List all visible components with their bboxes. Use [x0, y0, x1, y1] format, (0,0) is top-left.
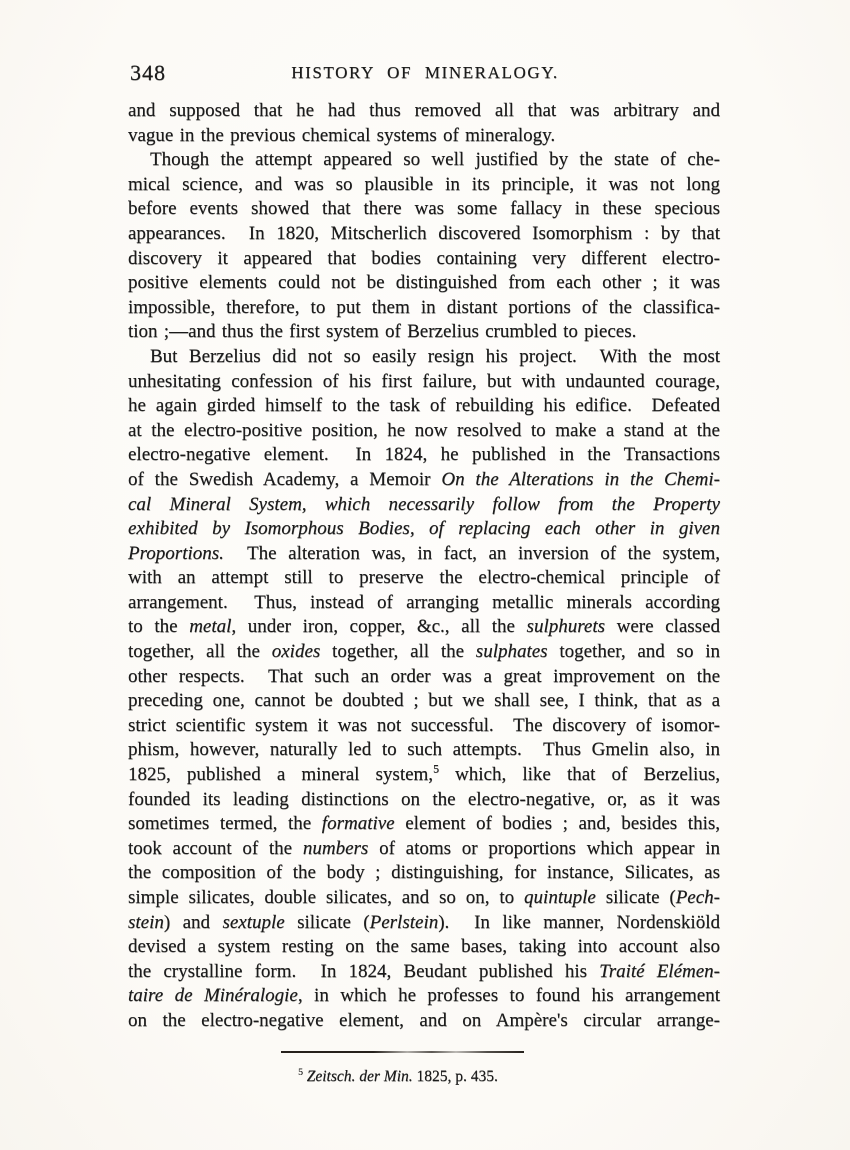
text-run: sulphates: [475, 641, 548, 663]
text-run: metal: [189, 616, 232, 638]
running-header: HISTORY OF MINERALOGY.: [291, 63, 559, 82]
text-run: together, all the: [320, 641, 476, 663]
text-run: on the electro-negative element, and on Ampère's circular arrange-: [128, 1009, 720, 1031]
text-line: [128, 542, 720, 567]
text-run: Perlstein: [369, 911, 439, 933]
text-run: But Berzelius did not so easily resign his project. With the most: [150, 345, 720, 367]
text-run: , in which he professes to found his arrangement: [297, 985, 720, 1007]
text-run: silicate (: [595, 887, 676, 908]
text-line: [128, 1009, 720, 1034]
text-run: sextuple: [222, 911, 285, 933]
text-line: [128, 665, 720, 690]
footnote-marker: 5: [298, 1066, 303, 1078]
text-line: [128, 566, 720, 591]
text-run: simple silicates, double silicates, and so on, to: [128, 887, 525, 908]
text-run: , under iron, copper, &c., all the: [231, 616, 527, 638]
text-line: [128, 738, 720, 763]
text-run: unhesitating confession of his first failure, but with undaunted courage,: [128, 370, 720, 392]
footnote-divider: [281, 1051, 524, 1053]
text-run: strict scientific system it was not successful. The discovery of isomor-: [128, 714, 720, 736]
text-run: silicate (: [284, 911, 370, 933]
body-text: [128, 99, 720, 1034]
text-run: mical science, and was so plausible in its principle, it was not long: [128, 173, 720, 195]
text-run: Pech-: [675, 887, 721, 908]
text-line: [128, 591, 720, 616]
text-line: [128, 911, 720, 936]
text-run: founded its leading distinctions on the electro-negative, or, as it was: [128, 788, 720, 810]
text-line: [128, 714, 720, 739]
text-line: [128, 394, 720, 419]
footnote-marker: 5: [433, 762, 439, 776]
text-run: preceding one, cannot be doubted ; but we shall see, I think, that as a: [128, 690, 720, 712]
text-run: the composition of the body ; distinguishing, for instance, Silicates, as: [128, 862, 720, 884]
text-line: [128, 812, 720, 837]
text-line: [128, 517, 720, 542]
text-run: devised a system resting on the same bases, taking into account also: [128, 936, 720, 958]
text-line: [128, 615, 720, 640]
page-number: 348: [130, 60, 166, 85]
text-run: oxides: [271, 641, 321, 663]
text-line: [128, 271, 720, 296]
text-run: exhibited by Isomorphous Bodies, of replacing each other in given: [128, 518, 720, 540]
text-run: sulphurets: [526, 616, 606, 638]
text-run: numbers: [302, 837, 369, 859]
text-run: which, like that of Berzelius,: [438, 764, 720, 786]
text-run: were classed: [605, 616, 720, 638]
text-run: ) and: [163, 911, 223, 933]
text-run: arrangement. Thus, instead of arranging metallic minerals according: [128, 591, 720, 613]
text-line: [128, 788, 720, 813]
text-run: element of bodies ; and, besides this,: [394, 813, 721, 835]
text-line: [128, 984, 720, 1009]
text-line: [128, 148, 720, 173]
text-line: [128, 296, 720, 321]
text-run: with an attempt still to preserve the electro-chemical principle of: [128, 567, 720, 589]
text-run: other respects. That such an order was a great improvement on the: [128, 665, 720, 687]
text-line: [128, 222, 720, 247]
text-run: took account of the: [128, 837, 303, 859]
text-line: [128, 370, 720, 395]
text-line: [128, 247, 720, 272]
text-run: On the Alterations in the Chemi-: [441, 468, 720, 490]
text-line: [128, 861, 720, 886]
text-run: electro-negative element. In 1824, he published in the Transactions: [128, 444, 720, 466]
text-run: Traité Elémen-: [599, 960, 721, 982]
text-run: before events showed that there was some fallacy in these specious: [128, 198, 720, 220]
text-run: ). In like manner, Nordenskiöld: [438, 911, 720, 933]
text-run: Zeitsch. der Min.: [306, 1068, 413, 1085]
text-run: of atoms or proportions which appear in: [368, 837, 721, 859]
text-line: [128, 837, 720, 862]
text-run: of the Swedish Academy, a Memoir: [128, 468, 442, 490]
text-line: [128, 320, 720, 345]
text-line: [128, 345, 720, 370]
text-line: [128, 468, 720, 493]
text-run: together, all the: [128, 641, 272, 663]
text-line: [128, 886, 720, 911]
text-line: [128, 197, 720, 222]
text-run: sometimes termed, the: [128, 813, 322, 835]
text-run: discovery it appeared that bodies containing very different electro-: [128, 247, 720, 269]
text-line: [128, 443, 720, 468]
text-line: [128, 640, 720, 665]
text-run: positive elements could not be distinguished from each other ; it was: [128, 272, 720, 294]
text-line: [128, 419, 720, 444]
footnote: [102, 1067, 694, 1087]
text-run: and supposed that he had thus removed all that was arbitrary and: [128, 100, 720, 121]
text-run: together, and so in: [547, 641, 720, 663]
text-run: cal Mineral System, which necessarily follow from the Property: [128, 493, 720, 515]
text-run: taire de Minéralogie: [128, 985, 298, 1007]
text-run: formative: [321, 813, 395, 835]
text-run: impossible, therefore, to put them in distant portions of the classifica-: [128, 296, 720, 318]
text-run: vague in the previous chemical systems of mineralogy.: [128, 124, 556, 146]
text-line: [128, 935, 720, 960]
text-line: [128, 689, 720, 714]
text-run: he again girded himself to the task of rebuilding his edifice. Defeated: [128, 395, 720, 417]
text-run: to the: [128, 616, 190, 638]
text-line: [128, 124, 720, 149]
text-run: quintuple: [524, 887, 596, 908]
text-run: the crystalline form. In 1824, Beudant published his: [128, 960, 600, 982]
text-line: [128, 960, 720, 985]
text-run: The alteration was, in fact, an inversion of the system,: [223, 542, 720, 564]
text-line: [128, 173, 720, 198]
text-run: appearances. In 1820, Mitscherlich discovered Isomorphism : by that: [128, 222, 720, 244]
text-line: [128, 763, 720, 788]
text-run: 1825, published a mineral system,: [128, 764, 434, 786]
text-run: phism, however, naturally led to such attempts. Thus Gmelin also, in: [128, 739, 720, 761]
text-line: [128, 493, 720, 518]
text-line: [128, 99, 720, 124]
text-run: stein: [128, 911, 164, 933]
text-run: at the electro-positive position, he now resolved to make a stand at the: [128, 419, 720, 441]
text-run: tion ;—and thus the first system of Berzelius crumbled to pieces.: [128, 321, 637, 343]
text-run: 1825, p. 435.: [412, 1068, 498, 1085]
text-run: Proportions.: [128, 542, 224, 564]
text-run: Though the attempt appeared so well justified by the state of che-: [150, 149, 720, 171]
